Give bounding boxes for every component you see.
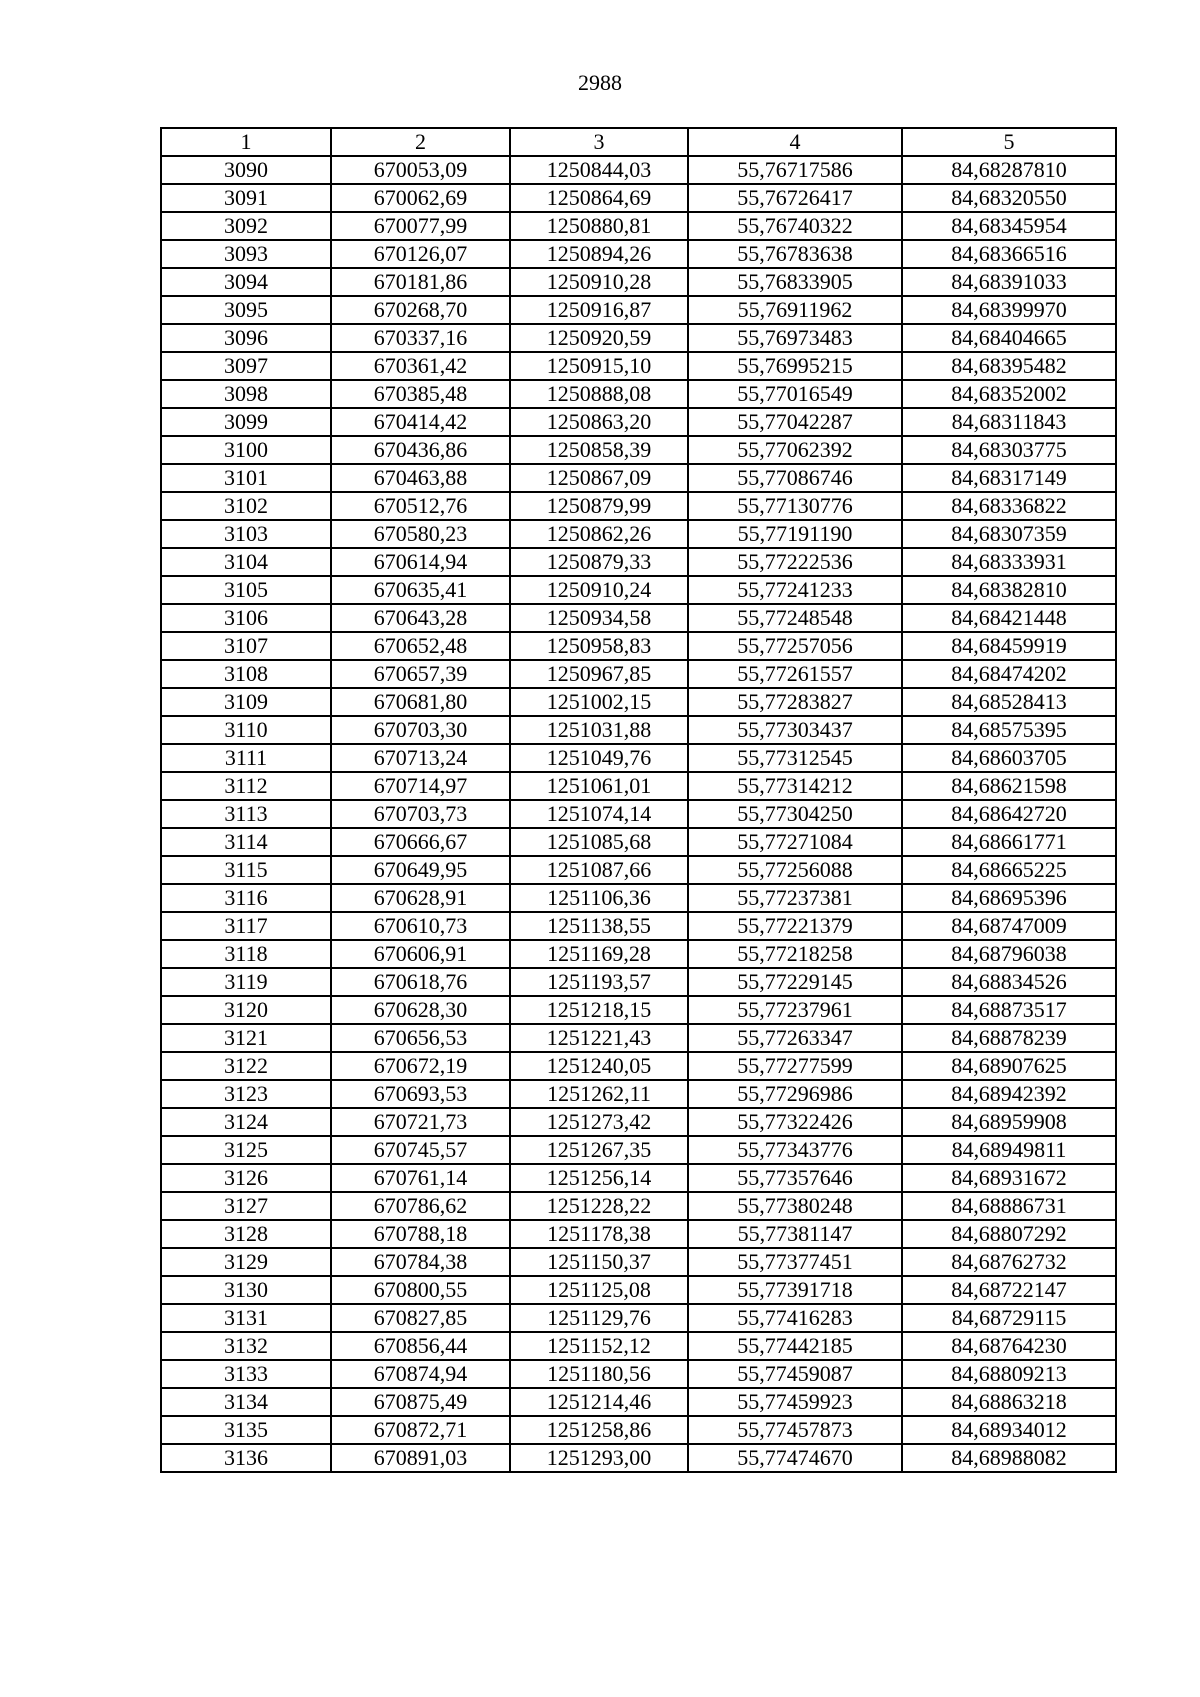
- point-number-cell: 3110: [161, 716, 331, 744]
- table-row: [161, 856, 1116, 884]
- y-coordinate-cell: 1251150,37: [510, 1248, 688, 1276]
- x-coordinate-cell: 670606,91: [331, 940, 510, 968]
- y-coordinate-cell: 1250879,33: [510, 548, 688, 576]
- table-row: [161, 1304, 1116, 1332]
- x-coordinate-cell: 670618,76: [331, 968, 510, 996]
- table-row: [161, 352, 1116, 380]
- latitude-cell: 55,77263347: [688, 1024, 902, 1052]
- point-number-cell: 3105: [161, 576, 331, 604]
- column-header: 5: [902, 128, 1116, 156]
- longitude-cell: 84,68333931: [902, 548, 1116, 576]
- latitude-cell: 55,77283827: [688, 688, 902, 716]
- table-row: [161, 772, 1116, 800]
- latitude-cell: 55,77277599: [688, 1052, 902, 1080]
- latitude-cell: 55,77380248: [688, 1192, 902, 1220]
- x-coordinate-cell: 670874,94: [331, 1360, 510, 1388]
- point-number-cell: 3125: [161, 1136, 331, 1164]
- x-coordinate-cell: 670666,67: [331, 828, 510, 856]
- point-number-cell: 3102: [161, 492, 331, 520]
- x-coordinate-cell: 670714,97: [331, 772, 510, 800]
- column-header: 2: [331, 128, 510, 156]
- latitude-cell: 55,77474670: [688, 1444, 902, 1472]
- longitude-cell: 84,68474202: [902, 660, 1116, 688]
- table-row: [161, 1360, 1116, 1388]
- latitude-cell: 55,77357646: [688, 1164, 902, 1192]
- column-header: 3: [510, 128, 688, 156]
- y-coordinate-cell: 1250894,26: [510, 240, 688, 268]
- latitude-cell: 55,76726417: [688, 184, 902, 212]
- longitude-cell: 84,68404665: [902, 324, 1116, 352]
- y-coordinate-cell: 1251273,42: [510, 1108, 688, 1136]
- table-row: [161, 156, 1116, 184]
- table-row: [161, 828, 1116, 856]
- point-number-cell: 3128: [161, 1220, 331, 1248]
- point-number-cell: 3106: [161, 604, 331, 632]
- table-row: [161, 604, 1116, 632]
- longitude-cell: 84,68311843: [902, 408, 1116, 436]
- x-coordinate-cell: 670414,42: [331, 408, 510, 436]
- point-number-cell: 3103: [161, 520, 331, 548]
- longitude-cell: 84,68459919: [902, 632, 1116, 660]
- point-number-cell: 3122: [161, 1052, 331, 1080]
- y-coordinate-cell: 1250888,08: [510, 380, 688, 408]
- longitude-cell: 84,68834526: [902, 968, 1116, 996]
- point-number-cell: 3090: [161, 156, 331, 184]
- point-number-cell: 3123: [161, 1080, 331, 1108]
- table-row: [161, 632, 1116, 660]
- point-number-cell: 3097: [161, 352, 331, 380]
- latitude-cell: 55,77381147: [688, 1220, 902, 1248]
- longitude-cell: 84,68878239: [902, 1024, 1116, 1052]
- x-coordinate-cell: 670761,14: [331, 1164, 510, 1192]
- x-coordinate-cell: 670628,30: [331, 996, 510, 1024]
- longitude-cell: 84,68931672: [902, 1164, 1116, 1192]
- longitude-cell: 84,68307359: [902, 520, 1116, 548]
- latitude-cell: 55,76783638: [688, 240, 902, 268]
- latitude-cell: 55,77459087: [688, 1360, 902, 1388]
- table-row: [161, 1220, 1116, 1248]
- point-number-cell: 3094: [161, 268, 331, 296]
- table-row: [161, 464, 1116, 492]
- x-coordinate-cell: 670652,48: [331, 632, 510, 660]
- table-row: [161, 996, 1116, 1024]
- point-number-cell: 3114: [161, 828, 331, 856]
- x-coordinate-cell: 670436,86: [331, 436, 510, 464]
- latitude-cell: 55,77314212: [688, 772, 902, 800]
- point-number-cell: 3092: [161, 212, 331, 240]
- x-coordinate-cell: 670672,19: [331, 1052, 510, 1080]
- table-row: [161, 1444, 1116, 1472]
- latitude-cell: 55,77343776: [688, 1136, 902, 1164]
- table-row: [161, 1136, 1116, 1164]
- latitude-cell: 55,77016549: [688, 380, 902, 408]
- longitude-cell: 84,68642720: [902, 800, 1116, 828]
- x-coordinate-cell: 670512,76: [331, 492, 510, 520]
- table-row: [161, 1332, 1116, 1360]
- x-coordinate-cell: 670268,70: [331, 296, 510, 324]
- point-number-cell: 3091: [161, 184, 331, 212]
- y-coordinate-cell: 1250910,28: [510, 268, 688, 296]
- table-row: [161, 1192, 1116, 1220]
- table-row: [161, 1164, 1116, 1192]
- y-coordinate-cell: 1251178,38: [510, 1220, 688, 1248]
- table-row: [161, 1248, 1116, 1276]
- y-coordinate-cell: 1251152,12: [510, 1332, 688, 1360]
- table-row: [161, 1108, 1116, 1136]
- y-coordinate-cell: 1251087,66: [510, 856, 688, 884]
- latitude-cell: 55,77312545: [688, 744, 902, 772]
- x-coordinate-cell: 670635,41: [331, 576, 510, 604]
- longitude-cell: 84,68722147: [902, 1276, 1116, 1304]
- latitude-cell: 55,77062392: [688, 436, 902, 464]
- latitude-cell: 55,77191190: [688, 520, 902, 548]
- latitude-cell: 55,77442185: [688, 1332, 902, 1360]
- latitude-cell: 55,76717586: [688, 156, 902, 184]
- latitude-cell: 55,77303437: [688, 716, 902, 744]
- table-row: [161, 436, 1116, 464]
- table-row: [161, 716, 1116, 744]
- y-coordinate-cell: 1251218,15: [510, 996, 688, 1024]
- y-coordinate-cell: 1250858,39: [510, 436, 688, 464]
- column-header: 1: [161, 128, 331, 156]
- longitude-cell: 84,68336822: [902, 492, 1116, 520]
- point-number-cell: 3115: [161, 856, 331, 884]
- latitude-cell: 55,76740322: [688, 212, 902, 240]
- y-coordinate-cell: 1251262,11: [510, 1080, 688, 1108]
- y-coordinate-cell: 1251002,15: [510, 688, 688, 716]
- point-number-cell: 3108: [161, 660, 331, 688]
- longitude-cell: 84,68988082: [902, 1444, 1116, 1472]
- x-coordinate-cell: 670657,39: [331, 660, 510, 688]
- page-number: 2988: [578, 70, 622, 95]
- x-coordinate-cell: 670745,57: [331, 1136, 510, 1164]
- y-coordinate-cell: 1250934,58: [510, 604, 688, 632]
- longitude-cell: 84,68665225: [902, 856, 1116, 884]
- table-body: [161, 156, 1116, 1472]
- longitude-cell: 84,68603705: [902, 744, 1116, 772]
- longitude-cell: 84,68764230: [902, 1332, 1116, 1360]
- x-coordinate-cell: 670703,73: [331, 800, 510, 828]
- y-coordinate-cell: 1250920,59: [510, 324, 688, 352]
- y-coordinate-cell: 1251267,35: [510, 1136, 688, 1164]
- longitude-cell: 84,68762732: [902, 1248, 1116, 1276]
- latitude-cell: 55,77222536: [688, 548, 902, 576]
- latitude-cell: 55,77322426: [688, 1108, 902, 1136]
- x-coordinate-cell: 670385,48: [331, 380, 510, 408]
- x-coordinate-cell: 670656,53: [331, 1024, 510, 1052]
- column-header: 4: [688, 128, 902, 156]
- longitude-cell: 84,68873517: [902, 996, 1116, 1024]
- x-coordinate-cell: 670649,95: [331, 856, 510, 884]
- longitude-cell: 84,68391033: [902, 268, 1116, 296]
- y-coordinate-cell: 1250880,81: [510, 212, 688, 240]
- table-row: [161, 212, 1116, 240]
- y-coordinate-cell: 1251125,08: [510, 1276, 688, 1304]
- y-coordinate-cell: 1251240,05: [510, 1052, 688, 1080]
- latitude-cell: 55,76973483: [688, 324, 902, 352]
- longitude-cell: 84,68863218: [902, 1388, 1116, 1416]
- table-row: [161, 520, 1116, 548]
- table-row: [161, 1416, 1116, 1444]
- table-row: [161, 324, 1116, 352]
- point-number-cell: 3100: [161, 436, 331, 464]
- y-coordinate-cell: 1250863,20: [510, 408, 688, 436]
- longitude-cell: 84,68621598: [902, 772, 1116, 800]
- longitude-cell: 84,68695396: [902, 884, 1116, 912]
- x-coordinate-cell: 670693,53: [331, 1080, 510, 1108]
- longitude-cell: 84,68395482: [902, 352, 1116, 380]
- latitude-cell: 55,76995215: [688, 352, 902, 380]
- point-number-cell: 3095: [161, 296, 331, 324]
- point-number-cell: 3093: [161, 240, 331, 268]
- table-row: [161, 548, 1116, 576]
- y-coordinate-cell: 1251293,00: [510, 1444, 688, 1472]
- y-coordinate-cell: 1251129,76: [510, 1304, 688, 1332]
- latitude-cell: 55,76833905: [688, 268, 902, 296]
- latitude-cell: 55,76911962: [688, 296, 902, 324]
- table-row: [161, 268, 1116, 296]
- latitude-cell: 55,77248548: [688, 604, 902, 632]
- latitude-cell: 55,77261557: [688, 660, 902, 688]
- x-coordinate-cell: 670463,88: [331, 464, 510, 492]
- point-number-cell: 3119: [161, 968, 331, 996]
- y-coordinate-cell: 1251256,14: [510, 1164, 688, 1192]
- y-coordinate-cell: 1251214,46: [510, 1388, 688, 1416]
- table-row: [161, 884, 1116, 912]
- point-number-cell: 3109: [161, 688, 331, 716]
- point-number-cell: 3111: [161, 744, 331, 772]
- latitude-cell: 55,77130776: [688, 492, 902, 520]
- x-coordinate-cell: 670077,99: [331, 212, 510, 240]
- longitude-cell: 84,68807292: [902, 1220, 1116, 1248]
- point-number-cell: 3132: [161, 1332, 331, 1360]
- x-coordinate-cell: 670827,85: [331, 1304, 510, 1332]
- point-number-cell: 3101: [161, 464, 331, 492]
- table-row: [161, 408, 1116, 436]
- y-coordinate-cell: 1251085,68: [510, 828, 688, 856]
- point-number-cell: 3126: [161, 1164, 331, 1192]
- longitude-cell: 84,68886731: [902, 1192, 1116, 1220]
- x-coordinate-cell: 670875,49: [331, 1388, 510, 1416]
- table-row: [161, 688, 1116, 716]
- longitude-cell: 84,68796038: [902, 940, 1116, 968]
- longitude-cell: 84,68352002: [902, 380, 1116, 408]
- longitude-cell: 84,68528413: [902, 688, 1116, 716]
- point-number-cell: 3107: [161, 632, 331, 660]
- latitude-cell: 55,77237381: [688, 884, 902, 912]
- y-coordinate-cell: 1251031,88: [510, 716, 688, 744]
- table-row: [161, 968, 1116, 996]
- latitude-cell: 55,77459923: [688, 1388, 902, 1416]
- point-number-cell: 3136: [161, 1444, 331, 1472]
- longitude-cell: 84,68303775: [902, 436, 1116, 464]
- longitude-cell: 84,68907625: [902, 1052, 1116, 1080]
- longitude-cell: 84,68345954: [902, 212, 1116, 240]
- latitude-cell: 55,77304250: [688, 800, 902, 828]
- x-coordinate-cell: 670614,94: [331, 548, 510, 576]
- x-coordinate-cell: 670361,42: [331, 352, 510, 380]
- table-row: [161, 940, 1116, 968]
- longitude-cell: 84,68320550: [902, 184, 1116, 212]
- y-coordinate-cell: 1251106,36: [510, 884, 688, 912]
- x-coordinate-cell: 670856,44: [331, 1332, 510, 1360]
- longitude-cell: 84,68399970: [902, 296, 1116, 324]
- x-coordinate-cell: 670053,09: [331, 156, 510, 184]
- y-coordinate-cell: 1250844,03: [510, 156, 688, 184]
- longitude-cell: 84,68382810: [902, 576, 1116, 604]
- table-header-row: [161, 128, 1116, 156]
- table-row: [161, 1388, 1116, 1416]
- latitude-cell: 55,77221379: [688, 912, 902, 940]
- point-number-cell: 3134: [161, 1388, 331, 1416]
- x-coordinate-cell: 670062,69: [331, 184, 510, 212]
- x-coordinate-cell: 670610,73: [331, 912, 510, 940]
- longitude-cell: 84,68317149: [902, 464, 1116, 492]
- point-number-cell: 3124: [161, 1108, 331, 1136]
- latitude-cell: 55,77271084: [688, 828, 902, 856]
- y-coordinate-cell: 1250862,26: [510, 520, 688, 548]
- y-coordinate-cell: 1250958,83: [510, 632, 688, 660]
- x-coordinate-cell: 670784,38: [331, 1248, 510, 1276]
- longitude-cell: 84,68934012: [902, 1416, 1116, 1444]
- longitude-cell: 84,68366516: [902, 240, 1116, 268]
- y-coordinate-cell: 1251074,14: [510, 800, 688, 828]
- x-coordinate-cell: 670181,86: [331, 268, 510, 296]
- point-number-cell: 3112: [161, 772, 331, 800]
- latitude-cell: 55,77416283: [688, 1304, 902, 1332]
- longitude-cell: 84,68747009: [902, 912, 1116, 940]
- latitude-cell: 55,77229145: [688, 968, 902, 996]
- latitude-cell: 55,77377451: [688, 1248, 902, 1276]
- y-coordinate-cell: 1251221,43: [510, 1024, 688, 1052]
- table-row: [161, 296, 1116, 324]
- x-coordinate-cell: 670800,55: [331, 1276, 510, 1304]
- y-coordinate-cell: 1251228,22: [510, 1192, 688, 1220]
- x-coordinate-cell: 670643,28: [331, 604, 510, 632]
- table-row: [161, 1080, 1116, 1108]
- x-coordinate-cell: 670703,30: [331, 716, 510, 744]
- table-row: [161, 1052, 1116, 1080]
- y-coordinate-cell: 1251193,57: [510, 968, 688, 996]
- latitude-cell: 55,77457873: [688, 1416, 902, 1444]
- y-coordinate-cell: 1251061,01: [510, 772, 688, 800]
- latitude-cell: 55,77391718: [688, 1276, 902, 1304]
- point-number-cell: 3117: [161, 912, 331, 940]
- table-row: [161, 1276, 1116, 1304]
- table-row: [161, 660, 1116, 688]
- y-coordinate-cell: 1251049,76: [510, 744, 688, 772]
- longitude-cell: 84,68575395: [902, 716, 1116, 744]
- point-number-cell: 3129: [161, 1248, 331, 1276]
- x-coordinate-cell: 670580,23: [331, 520, 510, 548]
- point-number-cell: 3118: [161, 940, 331, 968]
- point-number-cell: 3130: [161, 1276, 331, 1304]
- point-number-cell: 3131: [161, 1304, 331, 1332]
- longitude-cell: 84,68421448: [902, 604, 1116, 632]
- point-number-cell: 3104: [161, 548, 331, 576]
- x-coordinate-cell: 670681,80: [331, 688, 510, 716]
- table-row: [161, 576, 1116, 604]
- longitude-cell: 84,68809213: [902, 1360, 1116, 1388]
- x-coordinate-cell: 670721,73: [331, 1108, 510, 1136]
- table-row: [161, 492, 1116, 520]
- x-coordinate-cell: 670713,24: [331, 744, 510, 772]
- point-number-cell: 3099: [161, 408, 331, 436]
- table-row: [161, 184, 1116, 212]
- longitude-cell: 84,68942392: [902, 1080, 1116, 1108]
- x-coordinate-cell: 670337,16: [331, 324, 510, 352]
- point-number-cell: 3096: [161, 324, 331, 352]
- y-coordinate-cell: 1251138,55: [510, 912, 688, 940]
- longitude-cell: 84,68959908: [902, 1108, 1116, 1136]
- longitude-cell: 84,68287810: [902, 156, 1116, 184]
- y-coordinate-cell: 1250867,09: [510, 464, 688, 492]
- longitude-cell: 84,68729115: [902, 1304, 1116, 1332]
- y-coordinate-cell: 1250967,85: [510, 660, 688, 688]
- point-number-cell: 3133: [161, 1360, 331, 1388]
- y-coordinate-cell: 1250910,24: [510, 576, 688, 604]
- point-number-cell: 3113: [161, 800, 331, 828]
- x-coordinate-cell: 670872,71: [331, 1416, 510, 1444]
- table-row: [161, 912, 1116, 940]
- latitude-cell: 55,77237961: [688, 996, 902, 1024]
- latitude-cell: 55,77256088: [688, 856, 902, 884]
- latitude-cell: 55,77086746: [688, 464, 902, 492]
- latitude-cell: 55,77218258: [688, 940, 902, 968]
- y-coordinate-cell: 1250916,87: [510, 296, 688, 324]
- coordinates-table: [160, 127, 1117, 1473]
- table-row: [161, 380, 1116, 408]
- point-number-cell: 3116: [161, 884, 331, 912]
- x-coordinate-cell: 670126,07: [331, 240, 510, 268]
- table-row: [161, 1024, 1116, 1052]
- x-coordinate-cell: 670786,62: [331, 1192, 510, 1220]
- y-coordinate-cell: 1251258,86: [510, 1416, 688, 1444]
- point-number-cell: 3098: [161, 380, 331, 408]
- point-number-cell: 3127: [161, 1192, 331, 1220]
- latitude-cell: 55,77257056: [688, 632, 902, 660]
- latitude-cell: 55,77241233: [688, 576, 902, 604]
- longitude-cell: 84,68949811: [902, 1136, 1116, 1164]
- x-coordinate-cell: 670788,18: [331, 1220, 510, 1248]
- table-row: [161, 744, 1116, 772]
- y-coordinate-cell: 1250915,10: [510, 352, 688, 380]
- y-coordinate-cell: 1251169,28: [510, 940, 688, 968]
- y-coordinate-cell: 1250879,99: [510, 492, 688, 520]
- table-row: [161, 800, 1116, 828]
- point-number-cell: 3135: [161, 1416, 331, 1444]
- y-coordinate-cell: 1251180,56: [510, 1360, 688, 1388]
- point-number-cell: 3121: [161, 1024, 331, 1052]
- x-coordinate-cell: 670628,91: [331, 884, 510, 912]
- longitude-cell: 84,68661771: [902, 828, 1116, 856]
- table-row: [161, 240, 1116, 268]
- latitude-cell: 55,77042287: [688, 408, 902, 436]
- latitude-cell: 55,77296986: [688, 1080, 902, 1108]
- point-number-cell: 3120: [161, 996, 331, 1024]
- y-coordinate-cell: 1250864,69: [510, 184, 688, 212]
- x-coordinate-cell: 670891,03: [331, 1444, 510, 1472]
